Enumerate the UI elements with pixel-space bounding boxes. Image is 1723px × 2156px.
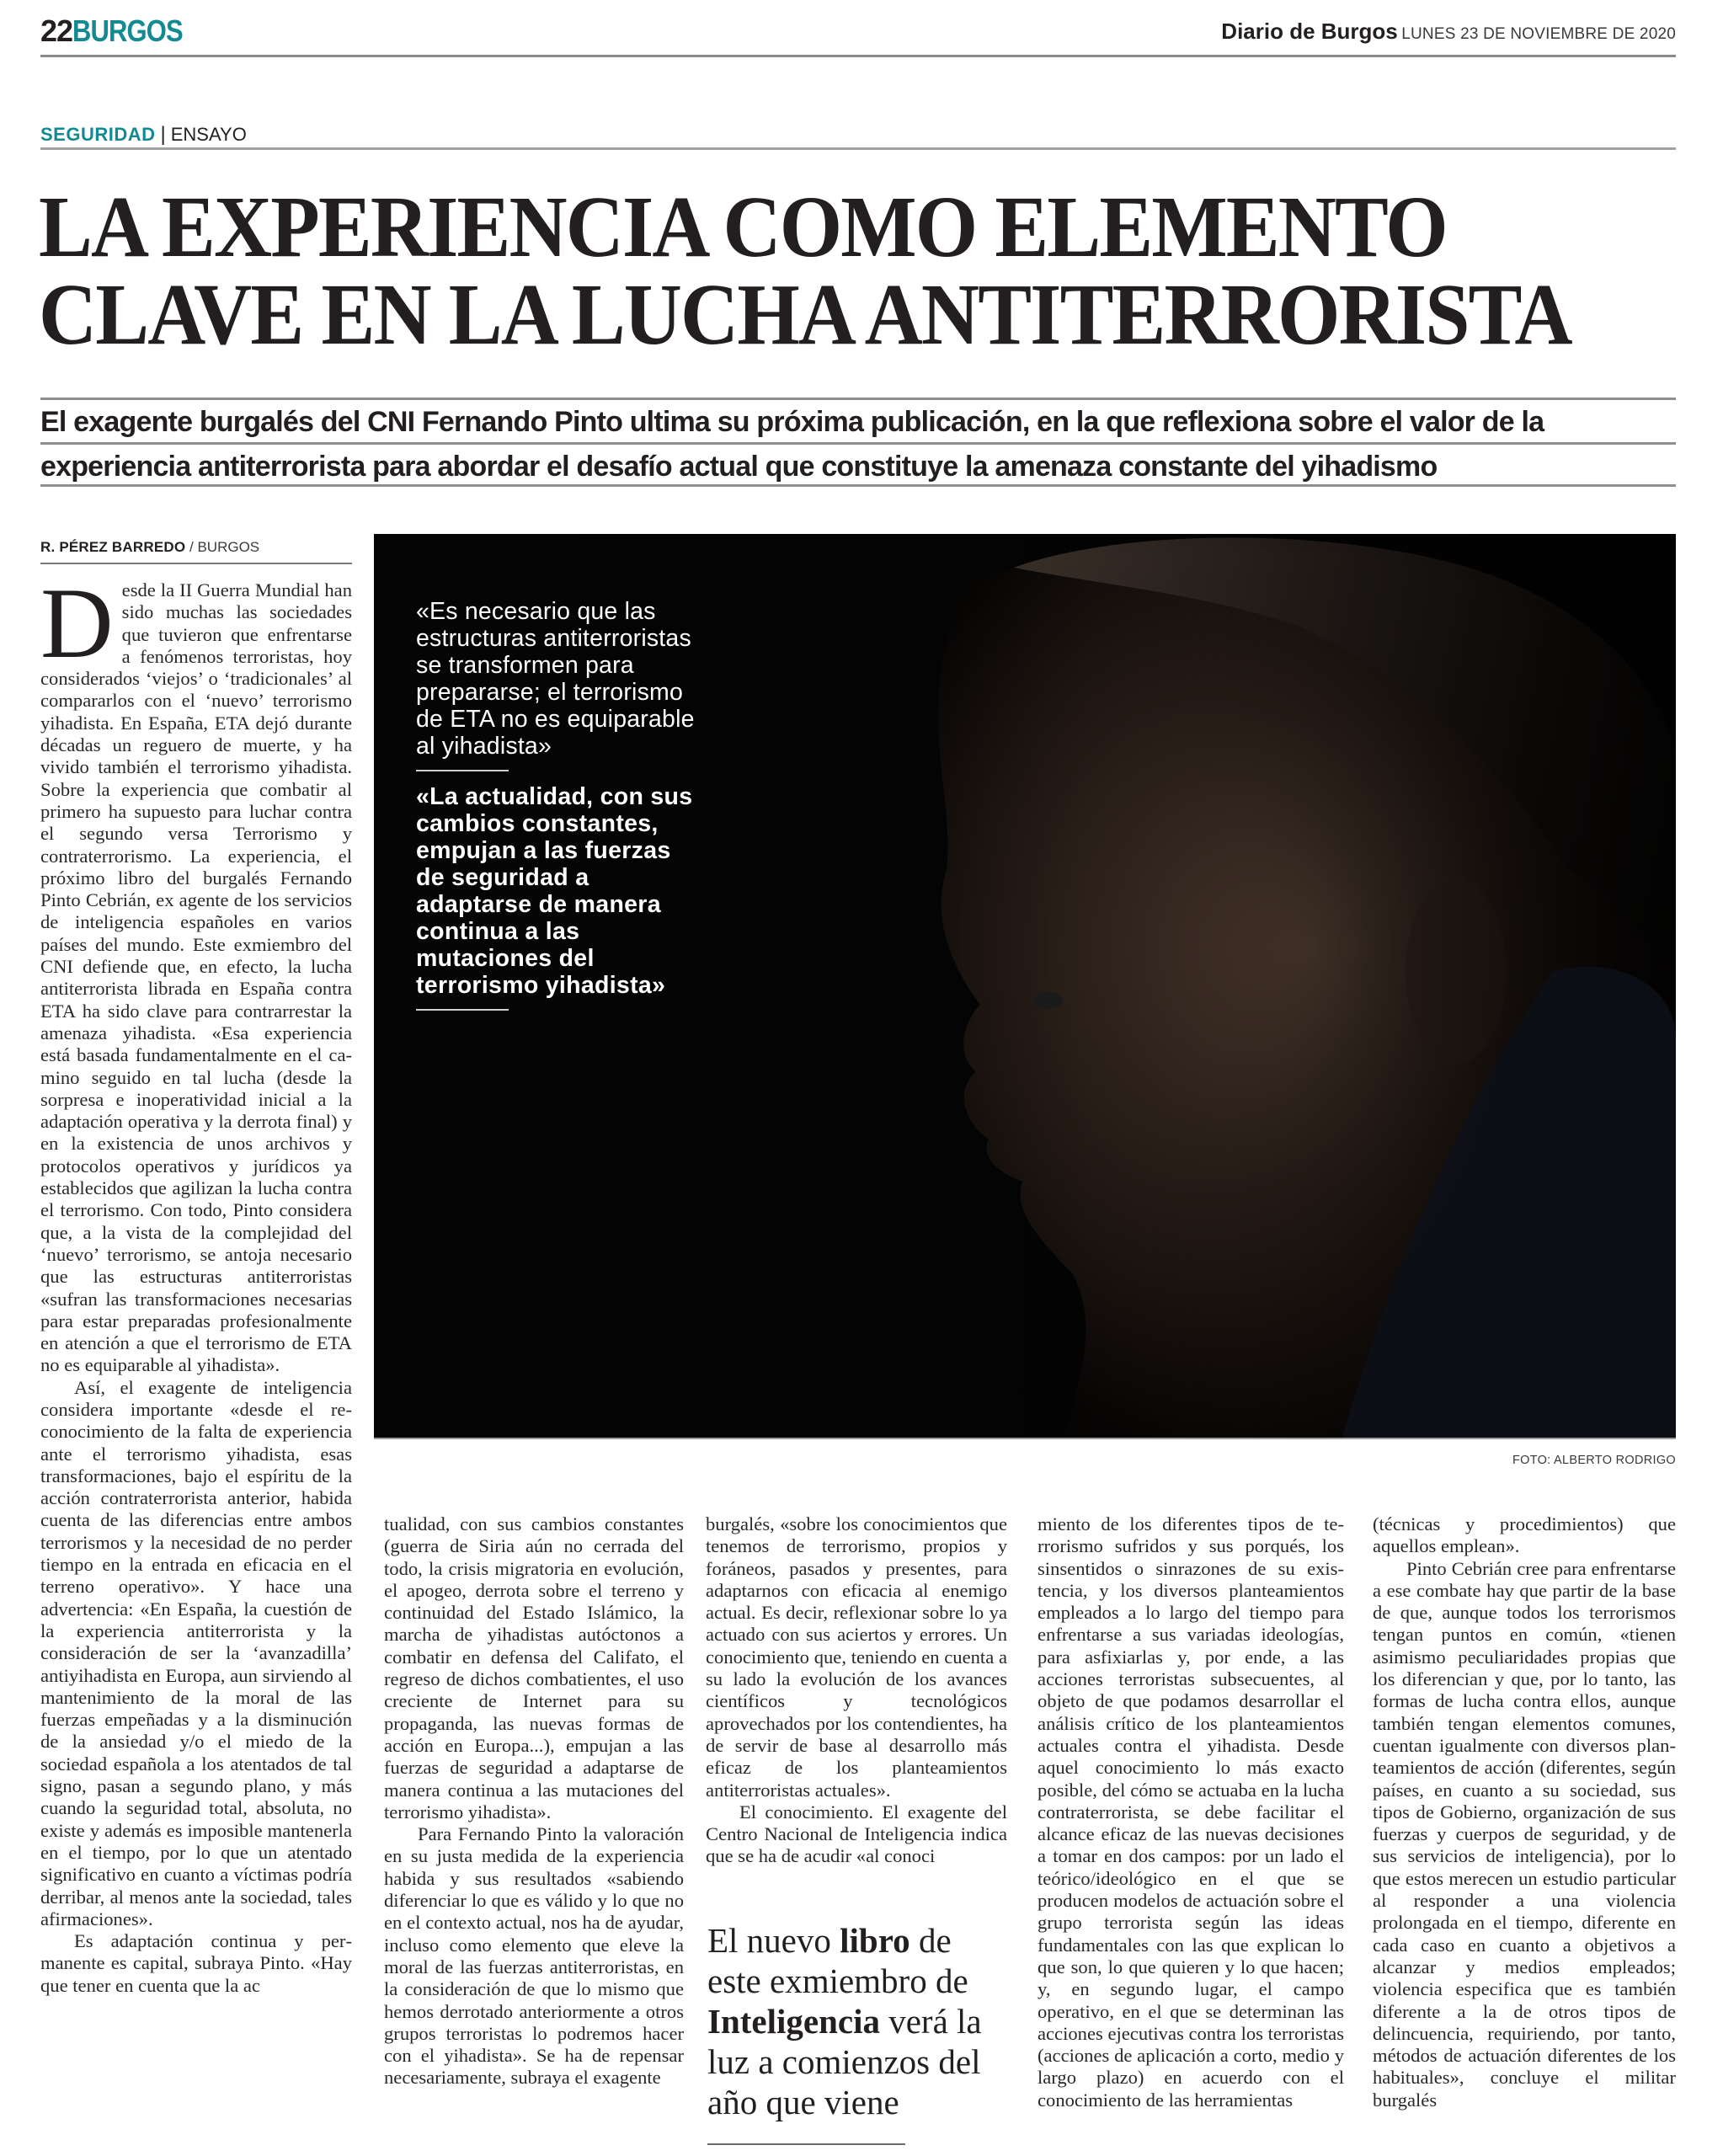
page-header (40, 7, 1676, 57)
paragraph: El conocimiento. El exagente del Centro Nacional de Inteligencia indica que se ha de acudir «al conoci (706, 1801, 1007, 1867)
article-column-1 (40, 579, 352, 2154)
subheadline-line-1: El exagente burgalés del CNI Fernando Pinto ultima su próxima publicación, en la que reflexiona sobre el valor de la (40, 398, 1676, 442)
paragraph: Pinto Cebrián cree para enfrentarse a ese combate hay que partir de la base de que, aunque todos los terrorismos tengan puntos en común, «tienen asimismo peculiaridades propias que los diferencian y que, por lo tanto, las formas de lucha contra ellos, aunque también tengan elementos comunes, cuentan igualmente con diversos planteamientos de acción (diferentes, según países, en cuanto a su sociedad, sus tipos de Gobierno, organización de sus fuerzas y cuerpos de seguridad, y de sus servicios de inteligencia), por lo que estos merecen un estudio particular al responder a una violencia prolongada en el tiempo, diferente en cada caso en cuanto a objetivos a alcanzar y medios empleados; violencia especifica que es también diferente a la de otros tipos de delincuencia, requiriendo, por tanto, métodos de actuación diferentes de los habituales», concluye el militar burgalés (1373, 1557, 1676, 2111)
featured-quote-text: verá la luz a comienzos del año que viene (707, 2002, 982, 2121)
folio (40, 13, 200, 49)
headline-line-1: LA EXPERIENCIA COMO ELEMENTO (39, 179, 1447, 275)
byline-location: BURGOS (197, 539, 260, 555)
masthead (1221, 19, 1676, 45)
featured-quote-emphasis: libro (840, 1921, 910, 1960)
paragraph: Así, el exagente de inteligencia considera importante «desde el reconocimiento de la falta de experiencia ante el terrorismo yihadista, esas transformaciones, bajo el espíritu de la acción contraterrorista anterior, habida cuenta de las diferencias entre ambos terrorismos y la necesidad de no perder tiempo en la entrada en eficacia en el terreno operativo». Y hace una advertencia: «En España, la cuestión de la experiencia antiterrorista y la consideración de ser la ‘avanzadilla’ antiyihadista en Europa, aun sirviendo al mantenimiento de la moral de las fuerzas empeñadas y a la disminución de la ansiedad y/o el miedo de la sociedad española a los atentados de tal signo, pasan a segundo plano, y más cuando la seguridad total, absoluta, no existe y además es imposible mantenerla en el tiempo, por lo que un atentado significativo en cuanto a víctimas podría derribar, al menos ante la sociedad, tales afirmaciones». (40, 1376, 352, 1929)
paragraph: tualidad, con sus cambios constantes (guerra de Siria aún no cerrada del todo, la crisis migratoria en evolución, el apogeo, derrota sobre el terreno y continuidad del Estado Islámico, la marcha de yihadistas autóctonos a combatir en defensa del Califato, el regreso de dichos combatientes, el uso creciente de Internet para su propaganda, las nuevas formas de acción en Europa...), empujan a las fuerzas de seguridad a adaptarse de manera continua a las mutaciones del terrorismo yihadista». (384, 1513, 684, 1822)
byline-author: R. PÉREZ BARREDO (40, 539, 186, 555)
paragraph: burgalés, «sobre los conocimientos que tenemos de terrorismo, propios y foráneos, pasados y presentes, para adaptarnos con eficacia al enemigo actual. Es decir, reflexionar sobre lo ya actuado con sus aciertos y errores. Un conocimiento que, teniendo en cuenta a su lado la evolución de los avances científicos y tecnológicos aprovechados por los contendientes, ha de servir de base al desarrollo más eficaz de los planteamientos antiterroristas actuales». (706, 1513, 1007, 1801)
photo-credit: FOTO: ALBERTO RODRIGO (1512, 1454, 1676, 1467)
pull-quote-divider (416, 770, 509, 771)
featured-quote-text: El nuevo (707, 1921, 840, 1960)
pull-quote-divider (416, 1009, 509, 1011)
kicker-separator: | (160, 123, 166, 146)
article-column-3 (706, 1513, 1007, 1868)
subheadline (40, 398, 1676, 487)
paragraph: Es adaptación continua y permanente es capital, subraya Pinto. «Hay que tener en cuenta que la ac (40, 1930, 352, 1996)
article-column-4 (1038, 1513, 1344, 2111)
featured-quote-text: de este exmiembro de (707, 1921, 968, 2000)
paragraph: miento de los diferentes tipos de terrorismo sufridos y sus porqués, los sinsentidos o sinrazones de su existencia, y los diversos planteamientos empleados a lo largo del tiempo para enfrentarse a sus variadas ideologías, para asfixiarlas y, por ende, a las acciones terroristas subsecuentes, al objeto de que podamos desarrollar el análisis crítico de los planteamientos actuales contra el yihadista. Desde aquel conocimiento lo más exacto posible, del cómo se actuaba en la lucha contraterrorista, se debe facilitar el alcance eficaz de las nuevas decisiones a tomar en dos campos: por un lado el teórico/ideológico en el que se producen modelos de actuación sobre el grupo terrorista según las ideas fundamentales con las que explican lo que son, lo que quieren y lo que hacen; y, en segundo lugar, el campo operativo, en el que se determinan las acciones ejecutivas contra los terroristas (acciones de aplicación a corto, medio y largo plazo) en acuerdo con el conocimiento de las herramientas (1038, 1513, 1344, 2111)
paragraph: (técnicas y procedimientos) que aquellos emplean». (1373, 1513, 1676, 1557)
publication-date: LUNES 23 DE NOVIEMBRE DE 2020 (1401, 25, 1676, 43)
featured-quote-rule (707, 2143, 905, 2145)
byline-separator: / (185, 539, 198, 555)
kicker-section: SEGURIDAD (40, 124, 156, 145)
page-number: 22 (40, 13, 73, 48)
section-name: BURGOS (72, 13, 183, 48)
kicker-genre: ENSAYO (170, 124, 247, 145)
newspaper-name: Diario de Burgos (1221, 19, 1398, 44)
paragraph: Para Fernando Pinto la valoración en su justa medida de la experiencia habida y sus resultados «sabiendo diferenciar lo que es válido y lo que no en el contexto actual, nos ha de ayudar, incluso como elemento que eleve la moral de las fuerzas antiterroristas, en la consideración de que lo mismo que hemos derrotado anteriormente a otros grupos terroristas lo podremos hacer con el yihadista». Se ha de repensar necesariamente, subraya el exagente (384, 1823, 684, 2089)
headline-line-2: CLAVE EN LA LUCHA ANTITERRORISTA (39, 266, 1571, 363)
article-column-2 (384, 1513, 684, 2153)
headline (39, 179, 1571, 363)
pull-quote-2: «La actualidad, con sus cambios constantes, empujan a las fuerzas de seguridad a adaptarse de manera continua a las mutaciones del terrorismo yihadista» (416, 783, 693, 999)
subheadline-line-2: experiencia antiterrorista para abordar el desafío actual que constituye la amenaza constante del yihadismo (40, 442, 1676, 487)
featured-quote (707, 1920, 1011, 2122)
pull-quotes (416, 598, 702, 1011)
featured-quote-emphasis: Inteligencia (707, 2002, 880, 2041)
pull-quote-1: «Es necesario que las estructuras antiterroristas se transformen para prepararse; el terrorismo de ETA no es equiparable al yihadista» (416, 598, 695, 760)
paragraph (40, 579, 352, 1377)
paragraph-text: esde la II Guerra Mundial han sido muchas las sociedades que tuvieron que enfrentarse a fenómenos terroristas, hoy considerados ‘viejos’ o ‘tradicionales’ al compararlos con el ‘nuevo’ terrorismo yihadista. En España, ETA dejó durante décadas un reguero de muerte, y ha vivido también el terrorismo yihadista. Sobre la experiencia que combatir al primero ha supuesto para luchar contra el segundo versa Terrorismo y contraterrorismo. La experiencia, el próximo libro del burgalés Fernando Pinto Cebrián, ex agente de los servicios de inteligencia españoles en varios países del mundo. Este exmiembro del CNI defiende que, en efecto, la lucha antiterrorista librada en España contra ETA ha sido clave para contrarrestar la amenaza yihadista. «Esa experiencia está basada fundamentalmente en el camino seguido en tal lucha (desde la sorpresa e inoperatividad inicial a la adaptación operativa y la derrota final) y en la existencia de unos archivos y protocolos operativos y jurídicos ya establecidos que agilizan la lucha contra el terrorismo. Con todo, Pinto considera que, a la vista de la complejidad del ‘nuevo’ terrorismo, se antoja necesario que las estructuras antiterroristas «sufran las transformaciones necesarias para estar preparadas profesionalmente en atención a que el terrorismo de ETA no es equiparable al yihadista». (40, 579, 352, 1376)
article-column-5 (1373, 1513, 1676, 2111)
portrait-photo (374, 534, 1676, 1439)
drop-cap: D (40, 579, 114, 679)
byline (40, 539, 352, 564)
section-kicker (40, 123, 1676, 150)
